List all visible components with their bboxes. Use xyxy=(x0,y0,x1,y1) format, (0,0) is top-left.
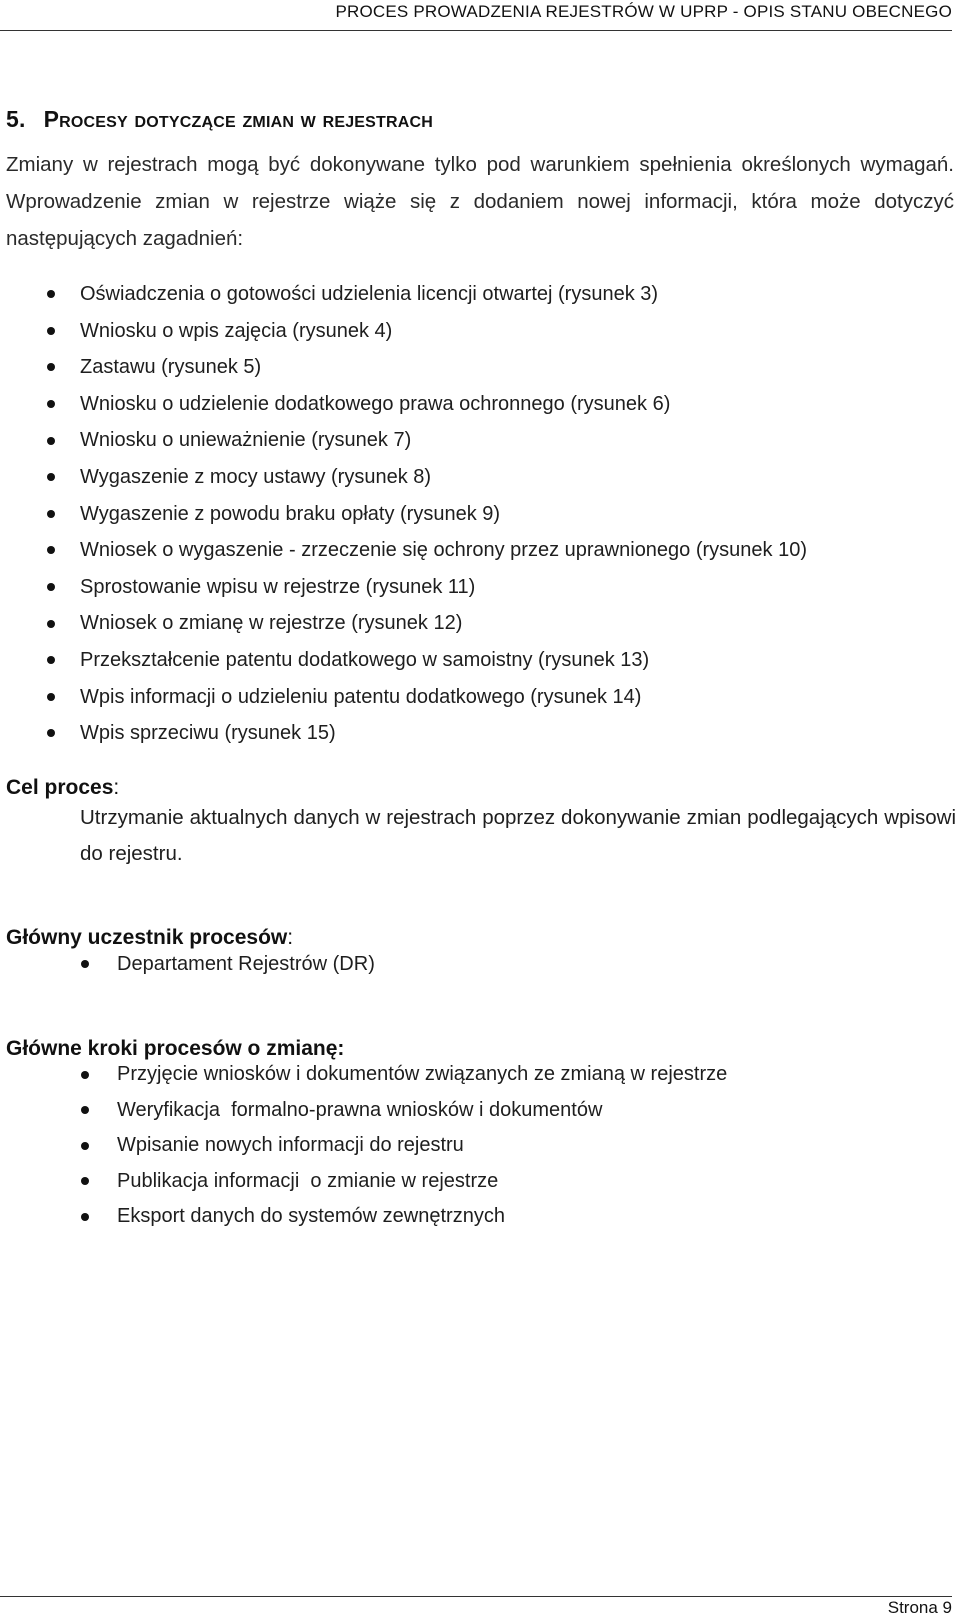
page-header xyxy=(0,0,952,31)
bullet-icon xyxy=(47,583,55,591)
list-item-text: Departament Rejestrów (DR) xyxy=(117,953,375,975)
list-item xyxy=(80,642,807,679)
goal-heading-text: Cel proces xyxy=(6,776,114,799)
list-item xyxy=(80,715,807,752)
page-footer-rule xyxy=(0,1596,952,1597)
list-item xyxy=(117,1128,727,1164)
bullet-icon xyxy=(47,510,55,518)
list-item-text: Wniosku o unieważnienie (rysunek 7) xyxy=(80,429,412,452)
bullet-icon xyxy=(81,1071,89,1079)
list-item xyxy=(80,276,807,313)
section-title xyxy=(6,106,433,133)
goal-paragraph: Utrzymanie aktualnych danych w rejestrach poprzez dokonywanie zmian podlegających wpisowi do rejestru. xyxy=(80,806,956,865)
list-item-text: Wniosek o wygaszenie - zrzeczenie się ochrony przez uprawnionego (rysunek 10) xyxy=(80,539,808,562)
list-item-text: Eksport danych do systemów zewnętrznych xyxy=(117,1205,505,1227)
list-item-text: Wygaszenie z powodu braku opłaty (rysunek 9) xyxy=(80,502,501,525)
list-item xyxy=(80,349,807,386)
bullet-icon xyxy=(81,1177,89,1185)
list-item xyxy=(80,386,807,423)
bullet-icon xyxy=(47,400,55,408)
list-item-text: Sprostowanie wpisu w rejestrze (rysunek 11) xyxy=(80,575,476,598)
list-item-text: Publikacja informacji o zmianie w rejestrze xyxy=(117,1169,499,1192)
goal-heading-colon: : xyxy=(113,776,120,799)
change-topics-list xyxy=(80,276,807,752)
list-item xyxy=(117,1057,727,1093)
list-item-text: Przyjęcie wniosków i dokumentów związanych ze zmianą w rejestrze xyxy=(117,1063,728,1085)
bullet-icon xyxy=(47,729,55,737)
participant-heading-text: Główny uczestnik procesów xyxy=(6,926,288,949)
list-item-text: Wniosek o zmianę w rejestrze (rysunek 12) xyxy=(80,612,463,635)
list-item-text: Wniosku o wpis zajęcia (rysunek 4) xyxy=(80,319,393,342)
bullet-icon xyxy=(81,1142,89,1150)
bullet-icon xyxy=(47,693,55,701)
bullet-icon xyxy=(81,1106,89,1114)
bullet-icon xyxy=(47,437,55,445)
list-item xyxy=(117,946,375,982)
bullet-icon xyxy=(47,473,55,481)
bullet-icon xyxy=(47,620,55,628)
bullet-icon xyxy=(47,290,55,298)
list-item xyxy=(80,459,807,496)
list-item xyxy=(80,569,807,606)
list-item xyxy=(80,496,807,533)
intro-paragraph: Zmiany w rejestrach mogą być dokonywane tylko pod warunkiem spełnienia określonych wymagań. Wprowadzenie zmian w rejestrze wiąże się z dodaniem nowej informacji, która może dotyczyć następujących zagadnień: xyxy=(6,153,954,250)
list-item-text: Wniosku o udzielenie dodatkowego prawa ochronnego (rysunek 6) xyxy=(80,392,671,415)
list-item xyxy=(80,605,807,642)
section-title-text: Procesy dotyczące zmian w rejestrach xyxy=(43,106,434,132)
bullet-icon xyxy=(47,327,55,335)
list-item xyxy=(117,1199,727,1235)
bullet-icon xyxy=(81,1213,89,1221)
list-item-text: Wpis sprzeciwu (rysunek 15) xyxy=(80,722,336,745)
list-item-text: Wygaszenie z mocy ustawy (rysunek 8) xyxy=(80,465,432,488)
list-item xyxy=(117,1164,727,1200)
list-item-text: Wpis informacji o udzieleniu patentu dodatkowego (rysunek 14) xyxy=(80,685,642,708)
list-item-text: Oświadczenia o gotowości udzielenia licencji otwartej (rysunek 3) xyxy=(80,283,659,305)
section-number: 5. xyxy=(6,106,26,132)
participant-heading-colon: : xyxy=(287,926,294,949)
steps-list xyxy=(117,1057,727,1235)
list-item-text: Weryfikacja formalno-prawna wniosków i dokumentów xyxy=(117,1098,603,1121)
list-item-text: Wpisanie nowych informacji do rejestru xyxy=(117,1134,464,1156)
list-item-text: Przekształcenie patentu dodatkowego w samoistny (rysunek 13) xyxy=(80,648,650,671)
steps-heading-text: Główne kroki procesów o zmianę: xyxy=(6,1037,345,1060)
goal-heading xyxy=(6,776,119,800)
list-item-text: Zastawu (rysunek 5) xyxy=(80,356,262,379)
bullet-icon xyxy=(47,363,55,371)
bullet-icon xyxy=(47,656,55,664)
bullet-icon xyxy=(47,546,55,554)
list-item xyxy=(117,1093,727,1129)
participant-list xyxy=(117,946,375,982)
list-item xyxy=(80,422,807,459)
bullet-icon xyxy=(81,960,89,968)
page-number: Strona 9 xyxy=(887,1598,952,1617)
list-item xyxy=(80,679,807,716)
running-title: PROCES PROWADZENIA REJESTRÓW W UPRP - OPIS STANU OBECNEGO xyxy=(335,2,952,21)
list-item xyxy=(80,313,807,350)
list-item xyxy=(80,532,807,569)
